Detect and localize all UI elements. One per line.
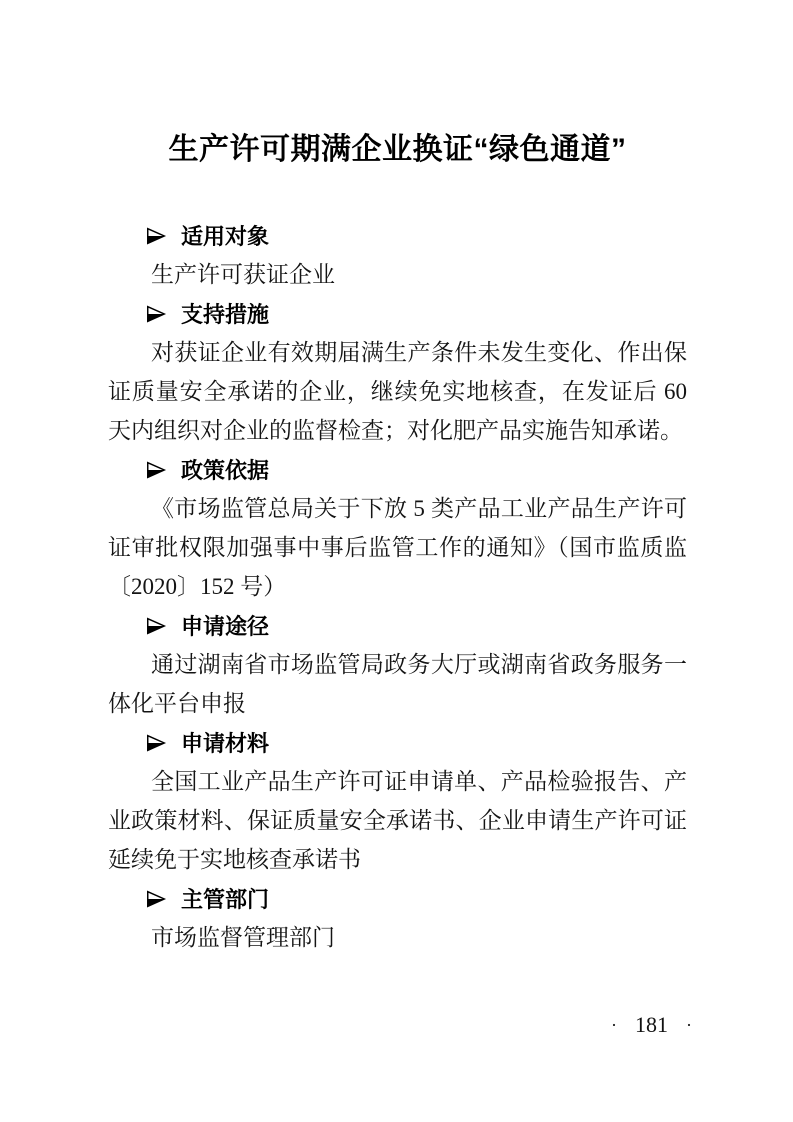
section-body-policy-basis: 《市场监管总局关于下放 5 类产品工业产品生产许可证审批权限加强事中事后监管工作的通知》（国市监质监〔2020〕152 号） [108,496,687,599]
section-heading-label: 适用对象 [181,224,270,249]
section-heading-label: 主管部门 [181,887,270,912]
arrow-right-3d-icon [145,459,167,481]
arrow-right-3d-icon [145,888,167,910]
arrow-right-3d-icon [145,303,167,325]
section-header-application-materials [108,723,687,762]
section-heading-label: 申请材料 [181,731,270,756]
section-body-competent-department: 市场监督管理部门 [151,925,335,950]
arrow-right-3d-icon [145,225,167,247]
section-body-application-materials: 全国工业产品生产许可证申请单、产品检验报告、产业政策材料、保证质量安全承诺书、企业申请生产许可证延续免于实地核查承诺书 [108,769,687,872]
page-number [611,1008,692,1042]
section-header-support-measures [108,294,687,333]
section-header-policy-basis [108,450,687,489]
document-content [108,0,687,957]
section-heading-label: 支持措施 [181,302,270,327]
arrow-right-3d-icon [145,732,167,754]
arrow-right-3d-icon [145,615,167,637]
section-body-application-channel: 通过湖南省市场监管局政务大厅或湖南省政务服务一体化平台申报 [108,652,687,716]
page-number-value: 181 [635,1012,668,1037]
section-heading-label: 政策依据 [181,458,270,483]
section-body-applicable-targets: 生产许可获证企业 [151,262,335,287]
page-number-left-dot: · [611,1015,617,1035]
section-header-competent-department [108,879,687,918]
section-header-application-channel [108,606,687,645]
section-heading-label: 申请途径 [181,614,270,639]
section-body-support-measures: 对获证企业有效期届满生产条件未发生变化、作出保证质量安全承诺的企业，继续免实地核查，在发证后 60 天内组织对企业的监督检查；对化肥产品实施告知承诺。 [108,340,687,443]
section-header-applicable-targets [108,216,687,255]
page-number-right-dot: · [686,1015,692,1035]
page-title: 生产许可期满企业换证“绿色通道” [168,133,627,166]
